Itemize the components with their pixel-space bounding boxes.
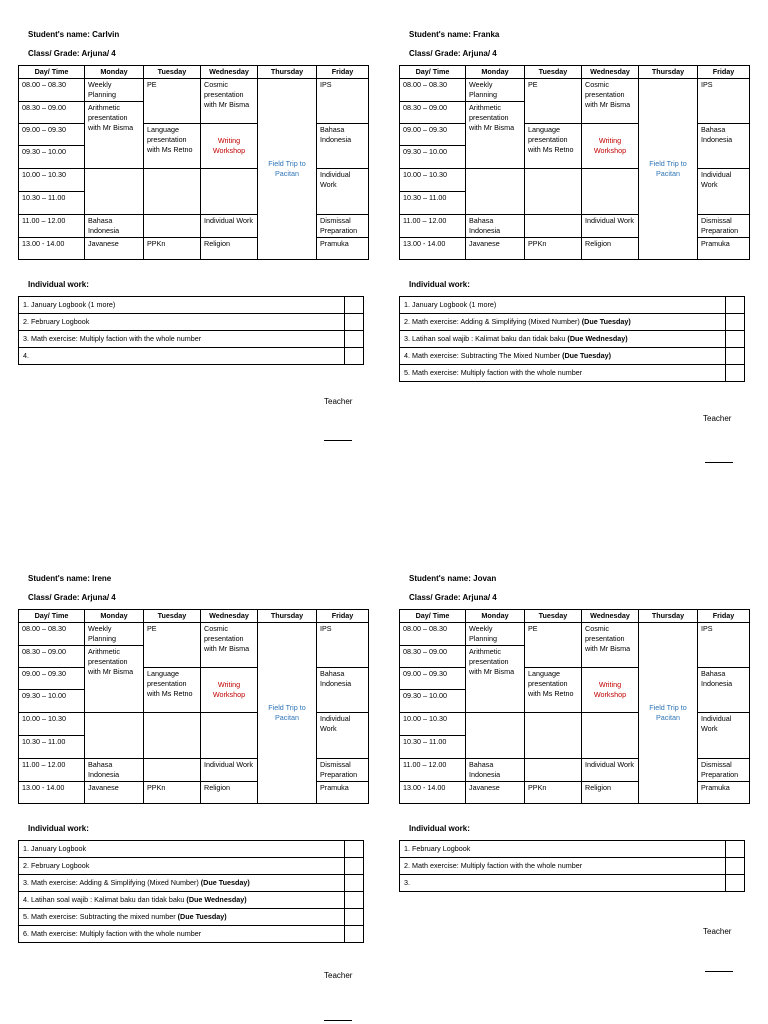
work-item-row (19, 909, 364, 926)
wednesday-cosmic: Cosmic presentation with Mr Bisma (201, 623, 258, 668)
wednesday-writing: Writing Workshop (201, 668, 258, 713)
day-header: Thursday (258, 610, 317, 623)
work-item-checkbox[interactable] (345, 841, 364, 858)
time-slot: 09.00 – 09.30 (400, 124, 466, 146)
day-header: Wednesday (201, 66, 258, 79)
teacher-label: Teacher (703, 927, 732, 936)
work-item-text: 1. January Logbook (1 more) (23, 300, 116, 309)
individual-work-title: Individual work: (409, 280, 470, 289)
friday-individual: Individual Work (317, 713, 369, 759)
day-header: Day/ Time (400, 610, 466, 623)
thursday-field-trip: Field Trip to Pacitan (639, 623, 698, 804)
time-slot: 08.00 – 08.30 (400, 623, 466, 646)
work-item-checkbox[interactable] (726, 858, 745, 875)
friday-dismissal: Dismissal Preparation (698, 759, 750, 782)
time-slot: 08.00 – 08.30 (19, 623, 85, 646)
work-item-text: 3. Latihan soal wajib : Kalimat baku dan tidak baku (404, 334, 568, 343)
day-header: Monday (85, 610, 144, 623)
work-item-text: 2. Math exercise: Multiply faction with the whole number (404, 861, 583, 870)
work-item-checkbox[interactable] (345, 331, 364, 348)
signature-line (705, 971, 733, 972)
day-header: Day/ Time (400, 66, 466, 79)
class-grade: Class/ Grade: Arjuna/ 4 (409, 593, 497, 602)
day-header: Monday (466, 66, 525, 79)
work-item-checkbox[interactable] (345, 297, 364, 314)
schedule-table (18, 609, 369, 804)
friday-ips: IPS (698, 79, 750, 124)
work-item-checkbox[interactable] (726, 875, 745, 892)
time-slot: 11.00 – 12.00 (19, 759, 85, 782)
tuesday-pe: PE (144, 623, 201, 668)
day-header: Monday (85, 66, 144, 79)
time-slot: 08.00 – 08.30 (400, 79, 466, 102)
day-header: Thursday (639, 66, 698, 79)
work-item-text: 3. Math exercise: Adding & Simplifying (Mixed Number) (23, 878, 201, 887)
monday-javanese: Javanese (85, 782, 144, 804)
day-header: Wednesday (201, 610, 258, 623)
work-item-row (400, 331, 745, 348)
time-slot: 10.00 – 10.30 (400, 169, 466, 192)
monday-empty (85, 713, 144, 759)
schedule-table (399, 609, 750, 804)
friday-dismissal: Dismissal Preparation (698, 215, 750, 238)
day-header: Wednesday (582, 66, 639, 79)
time-slot: 13.00 - 14.00 (19, 782, 85, 804)
work-item-due: (Due Wednesday) (186, 895, 247, 904)
work-item-row (400, 365, 745, 382)
tuesday-language: Language presentation with Ms Retno (525, 124, 582, 169)
day-header: Friday (317, 610, 369, 623)
work-item-checkbox[interactable] (345, 926, 364, 943)
time-slot: 13.00 - 14.00 (19, 238, 85, 260)
day-header: Thursday (258, 66, 317, 79)
friday-ips: IPS (317, 79, 369, 124)
day-header: Tuesday (525, 610, 582, 623)
time-slot: 10.00 – 10.30 (400, 713, 466, 736)
monday-bahasa: Bahasa Indonesia (466, 215, 525, 238)
work-item-row (19, 297, 364, 314)
tuesday-pe: PE (144, 79, 201, 124)
work-item-row (400, 841, 745, 858)
time-slot: 08.30 – 09.00 (19, 646, 85, 668)
friday-pramuka: Pramuka (698, 238, 750, 260)
friday-individual: Individual Work (698, 169, 750, 215)
friday-ips: IPS (698, 623, 750, 668)
individual-work-table (18, 840, 364, 943)
work-item-row (400, 314, 745, 331)
time-slot: 09.30 – 10.00 (19, 146, 85, 169)
student-sheet (18, 574, 388, 980)
day-header: Thursday (639, 610, 698, 623)
wednesday-empty (582, 713, 639, 759)
work-item-checkbox[interactable] (345, 892, 364, 909)
monday-arithmetic: Arithmetic presentation with Mr Bisma (85, 102, 144, 169)
thursday-field-trip: Field Trip to Pacitan (258, 623, 317, 804)
monday-empty (466, 713, 525, 759)
tuesday-ppkn: PPKn (525, 782, 582, 804)
work-item-text: 3. Math exercise: Multiply faction with the whole number (23, 334, 202, 343)
work-item-checkbox[interactable] (726, 365, 745, 382)
time-slot: 10.30 – 11.00 (19, 192, 85, 215)
student-name: Student's name: Irene (28, 574, 112, 583)
wednesday-individual: Individual Work (582, 759, 639, 782)
work-item-checkbox[interactable] (726, 314, 745, 331)
wednesday-writing: Writing Workshop (582, 668, 639, 713)
work-item-row (19, 314, 364, 331)
work-item-checkbox[interactable] (726, 841, 745, 858)
work-item-due: (Due Tuesday) (200, 878, 250, 887)
friday-individual: Individual Work (317, 169, 369, 215)
time-slot: 13.00 - 14.00 (400, 238, 466, 260)
work-item-checkbox[interactable] (345, 875, 364, 892)
monday-weekly-planning: Weekly Planning (466, 623, 525, 646)
student-sheet (399, 30, 768, 423)
wednesday-empty (582, 169, 639, 215)
schedule-table (399, 65, 750, 260)
work-item-checkbox[interactable] (345, 314, 364, 331)
time-slot: 10.30 – 11.00 (400, 192, 466, 215)
teacher-label: Teacher (324, 971, 353, 980)
friday-pramuka: Pramuka (317, 238, 369, 260)
individual-work-title: Individual work: (28, 824, 89, 833)
time-slot: 09.00 – 09.30 (19, 124, 85, 146)
wednesday-religion: Religion (582, 238, 639, 260)
time-slot: 10.00 – 10.30 (19, 169, 85, 192)
work-item-text: 5. Math exercise: Multiply faction with the whole number (404, 368, 583, 377)
monday-empty (466, 169, 525, 215)
time-slot: 08.30 – 09.00 (19, 102, 85, 124)
time-slot: 09.30 – 10.00 (400, 690, 466, 713)
time-slot: 09.30 – 10.00 (19, 690, 85, 713)
work-item-text: 4. (23, 351, 29, 360)
friday-pramuka: Pramuka (698, 782, 750, 804)
friday-bahasa: Bahasa Indonesia (698, 668, 750, 713)
work-item-due: (Due Tuesday) (177, 912, 227, 921)
wednesday-cosmic: Cosmic presentation with Mr Bisma (582, 623, 639, 668)
day-header: Monday (466, 610, 525, 623)
day-header: Tuesday (144, 610, 201, 623)
monday-arithmetic: Arithmetic presentation with Mr Bisma (466, 102, 525, 169)
day-header: Friday (317, 66, 369, 79)
work-item-due: (Due Tuesday) (581, 317, 631, 326)
monday-arithmetic: Arithmetic presentation with Mr Bisma (466, 646, 525, 713)
work-item-due: (Due Wednesday) (567, 334, 628, 343)
monday-weekly-planning: Weekly Planning (466, 79, 525, 102)
monday-bahasa: Bahasa Indonesia (466, 759, 525, 782)
student-name: Student's name: Franka (409, 30, 500, 39)
tuesday-empty (144, 713, 201, 759)
time-slot: 08.00 – 08.30 (19, 79, 85, 102)
work-item-text: 6. Math exercise: Multiply faction with the whole number (23, 929, 202, 938)
signature-line (324, 440, 352, 441)
tuesday-empty (144, 759, 201, 782)
day-header: Friday (698, 610, 750, 623)
student-name: Student's name: Jovan (409, 574, 497, 583)
monday-arithmetic: Arithmetic presentation with Mr Bisma (85, 646, 144, 713)
monday-bahasa: Bahasa Indonesia (85, 215, 144, 238)
work-item-row (19, 841, 364, 858)
work-item-row (400, 858, 745, 875)
work-item-row (400, 875, 745, 892)
day-header: Friday (698, 66, 750, 79)
monday-weekly-planning: Weekly Planning (85, 623, 144, 646)
individual-work-table (18, 296, 364, 365)
tuesday-empty (144, 169, 201, 215)
monday-empty (85, 169, 144, 215)
class-grade: Class/ Grade: Arjuna/ 4 (28, 593, 116, 602)
work-item-checkbox[interactable] (345, 348, 364, 365)
time-slot: 09.30 – 10.00 (400, 146, 466, 169)
time-slot: 08.30 – 09.00 (400, 646, 466, 668)
time-slot: 08.30 – 09.00 (400, 102, 466, 124)
monday-javanese: Javanese (466, 782, 525, 804)
time-slot: 13.00 - 14.00 (400, 782, 466, 804)
student-sheet (18, 30, 388, 406)
work-item-text: 2. Math exercise: Adding & Simplifying (Mixed Number) (404, 317, 582, 326)
wednesday-individual: Individual Work (201, 759, 258, 782)
time-slot: 11.00 – 12.00 (400, 759, 466, 782)
tuesday-empty (144, 215, 201, 238)
signature-line (324, 1020, 352, 1021)
wednesday-writing: Writing Workshop (582, 124, 639, 169)
wednesday-writing: Writing Workshop (201, 124, 258, 169)
tuesday-language: Language presentation with Ms Retno (525, 668, 582, 713)
time-slot: 10.30 – 11.00 (400, 736, 466, 759)
work-item-text: 1. February Logbook (404, 844, 471, 853)
wednesday-empty (201, 713, 258, 759)
friday-pramuka: Pramuka (317, 782, 369, 804)
work-item-checkbox[interactable] (726, 348, 745, 365)
work-item-checkbox[interactable] (726, 331, 745, 348)
individual-work-table (399, 840, 745, 892)
friday-bahasa: Bahasa Indonesia (317, 668, 369, 713)
tuesday-empty (525, 713, 582, 759)
teacher-label: Teacher (324, 397, 353, 406)
wednesday-religion: Religion (201, 782, 258, 804)
tuesday-empty (525, 215, 582, 238)
wednesday-religion: Religion (201, 238, 258, 260)
work-item-text: 1. January Logbook (1 more) (404, 300, 497, 309)
student-name: Student's name: Carlvin (28, 30, 120, 39)
day-header: Tuesday (525, 66, 582, 79)
tuesday-empty (525, 169, 582, 215)
friday-individual: Individual Work (698, 713, 750, 759)
work-item-text: 2. February Logbook (23, 317, 90, 326)
time-slot: 09.00 – 09.30 (400, 668, 466, 690)
work-item-text: 3. (404, 878, 410, 887)
day-header: Day/ Time (19, 610, 85, 623)
individual-work-title: Individual work: (409, 824, 470, 833)
time-slot: 10.00 – 10.30 (19, 713, 85, 736)
tuesday-language: Language presentation with Ms Retno (144, 668, 201, 713)
friday-bahasa: Bahasa Indonesia (317, 124, 369, 169)
friday-ips: IPS (317, 623, 369, 668)
work-item-checkbox[interactable] (345, 909, 364, 926)
work-item-checkbox[interactable] (345, 858, 364, 875)
day-header: Wednesday (582, 610, 639, 623)
day-header: Tuesday (144, 66, 201, 79)
work-item-row (19, 331, 364, 348)
wednesday-individual: Individual Work (582, 215, 639, 238)
work-item-row (400, 297, 745, 314)
work-item-text: 5. Math exercise: Subtracting the mixed number (23, 912, 178, 921)
monday-javanese: Javanese (466, 238, 525, 260)
monday-bahasa: Bahasa Indonesia (85, 759, 144, 782)
individual-work-table (399, 296, 745, 382)
friday-dismissal: Dismissal Preparation (317, 215, 369, 238)
thursday-field-trip: Field Trip to Pacitan (639, 79, 698, 260)
work-item-text: 1. January Logbook (23, 844, 87, 853)
tuesday-ppkn: PPKn (144, 782, 201, 804)
tuesday-language: Language presentation with Ms Retno (144, 124, 201, 169)
wednesday-individual: Individual Work (201, 215, 258, 238)
tuesday-pe: PE (525, 623, 582, 668)
work-item-row (19, 875, 364, 892)
signature-line (705, 462, 733, 463)
time-slot: 11.00 – 12.00 (19, 215, 85, 238)
tuesday-ppkn: PPKn (144, 238, 201, 260)
schedule-table (18, 65, 369, 260)
class-grade: Class/ Grade: Arjuna/ 4 (409, 49, 497, 58)
work-item-row (19, 892, 364, 909)
thursday-field-trip: Field Trip to Pacitan (258, 79, 317, 260)
time-slot: 11.00 – 12.00 (400, 215, 466, 238)
work-item-row (19, 926, 364, 943)
friday-dismissal: Dismissal Preparation (317, 759, 369, 782)
time-slot: 09.00 – 09.30 (19, 668, 85, 690)
wednesday-cosmic: Cosmic presentation with Mr Bisma (201, 79, 258, 124)
work-item-checkbox[interactable] (726, 297, 745, 314)
tuesday-pe: PE (525, 79, 582, 124)
work-item-due: (Due Tuesday) (562, 351, 612, 360)
wednesday-empty (201, 169, 258, 215)
student-sheet (399, 574, 768, 936)
wednesday-cosmic: Cosmic presentation with Mr Bisma (582, 79, 639, 124)
day-header: Day/ Time (19, 66, 85, 79)
work-item-text: 4. Latihan soal wajib : Kalimat baku dan tidak baku (23, 895, 187, 904)
work-item-row (19, 348, 364, 365)
work-item-text: 2. February Logbook (23, 861, 90, 870)
monday-weekly-planning: Weekly Planning (85, 79, 144, 102)
wednesday-religion: Religion (582, 782, 639, 804)
class-grade: Class/ Grade: Arjuna/ 4 (28, 49, 116, 58)
work-item-row (400, 348, 745, 365)
tuesday-ppkn: PPKn (525, 238, 582, 260)
tuesday-empty (525, 759, 582, 782)
individual-work-title: Individual work: (28, 280, 89, 289)
work-item-row (19, 858, 364, 875)
friday-bahasa: Bahasa Indonesia (698, 124, 750, 169)
time-slot: 10.30 – 11.00 (19, 736, 85, 759)
monday-javanese: Javanese (85, 238, 144, 260)
work-item-text: 4. Math exercise: Subtracting The Mixed Number (404, 351, 563, 360)
teacher-label: Teacher (703, 414, 732, 423)
